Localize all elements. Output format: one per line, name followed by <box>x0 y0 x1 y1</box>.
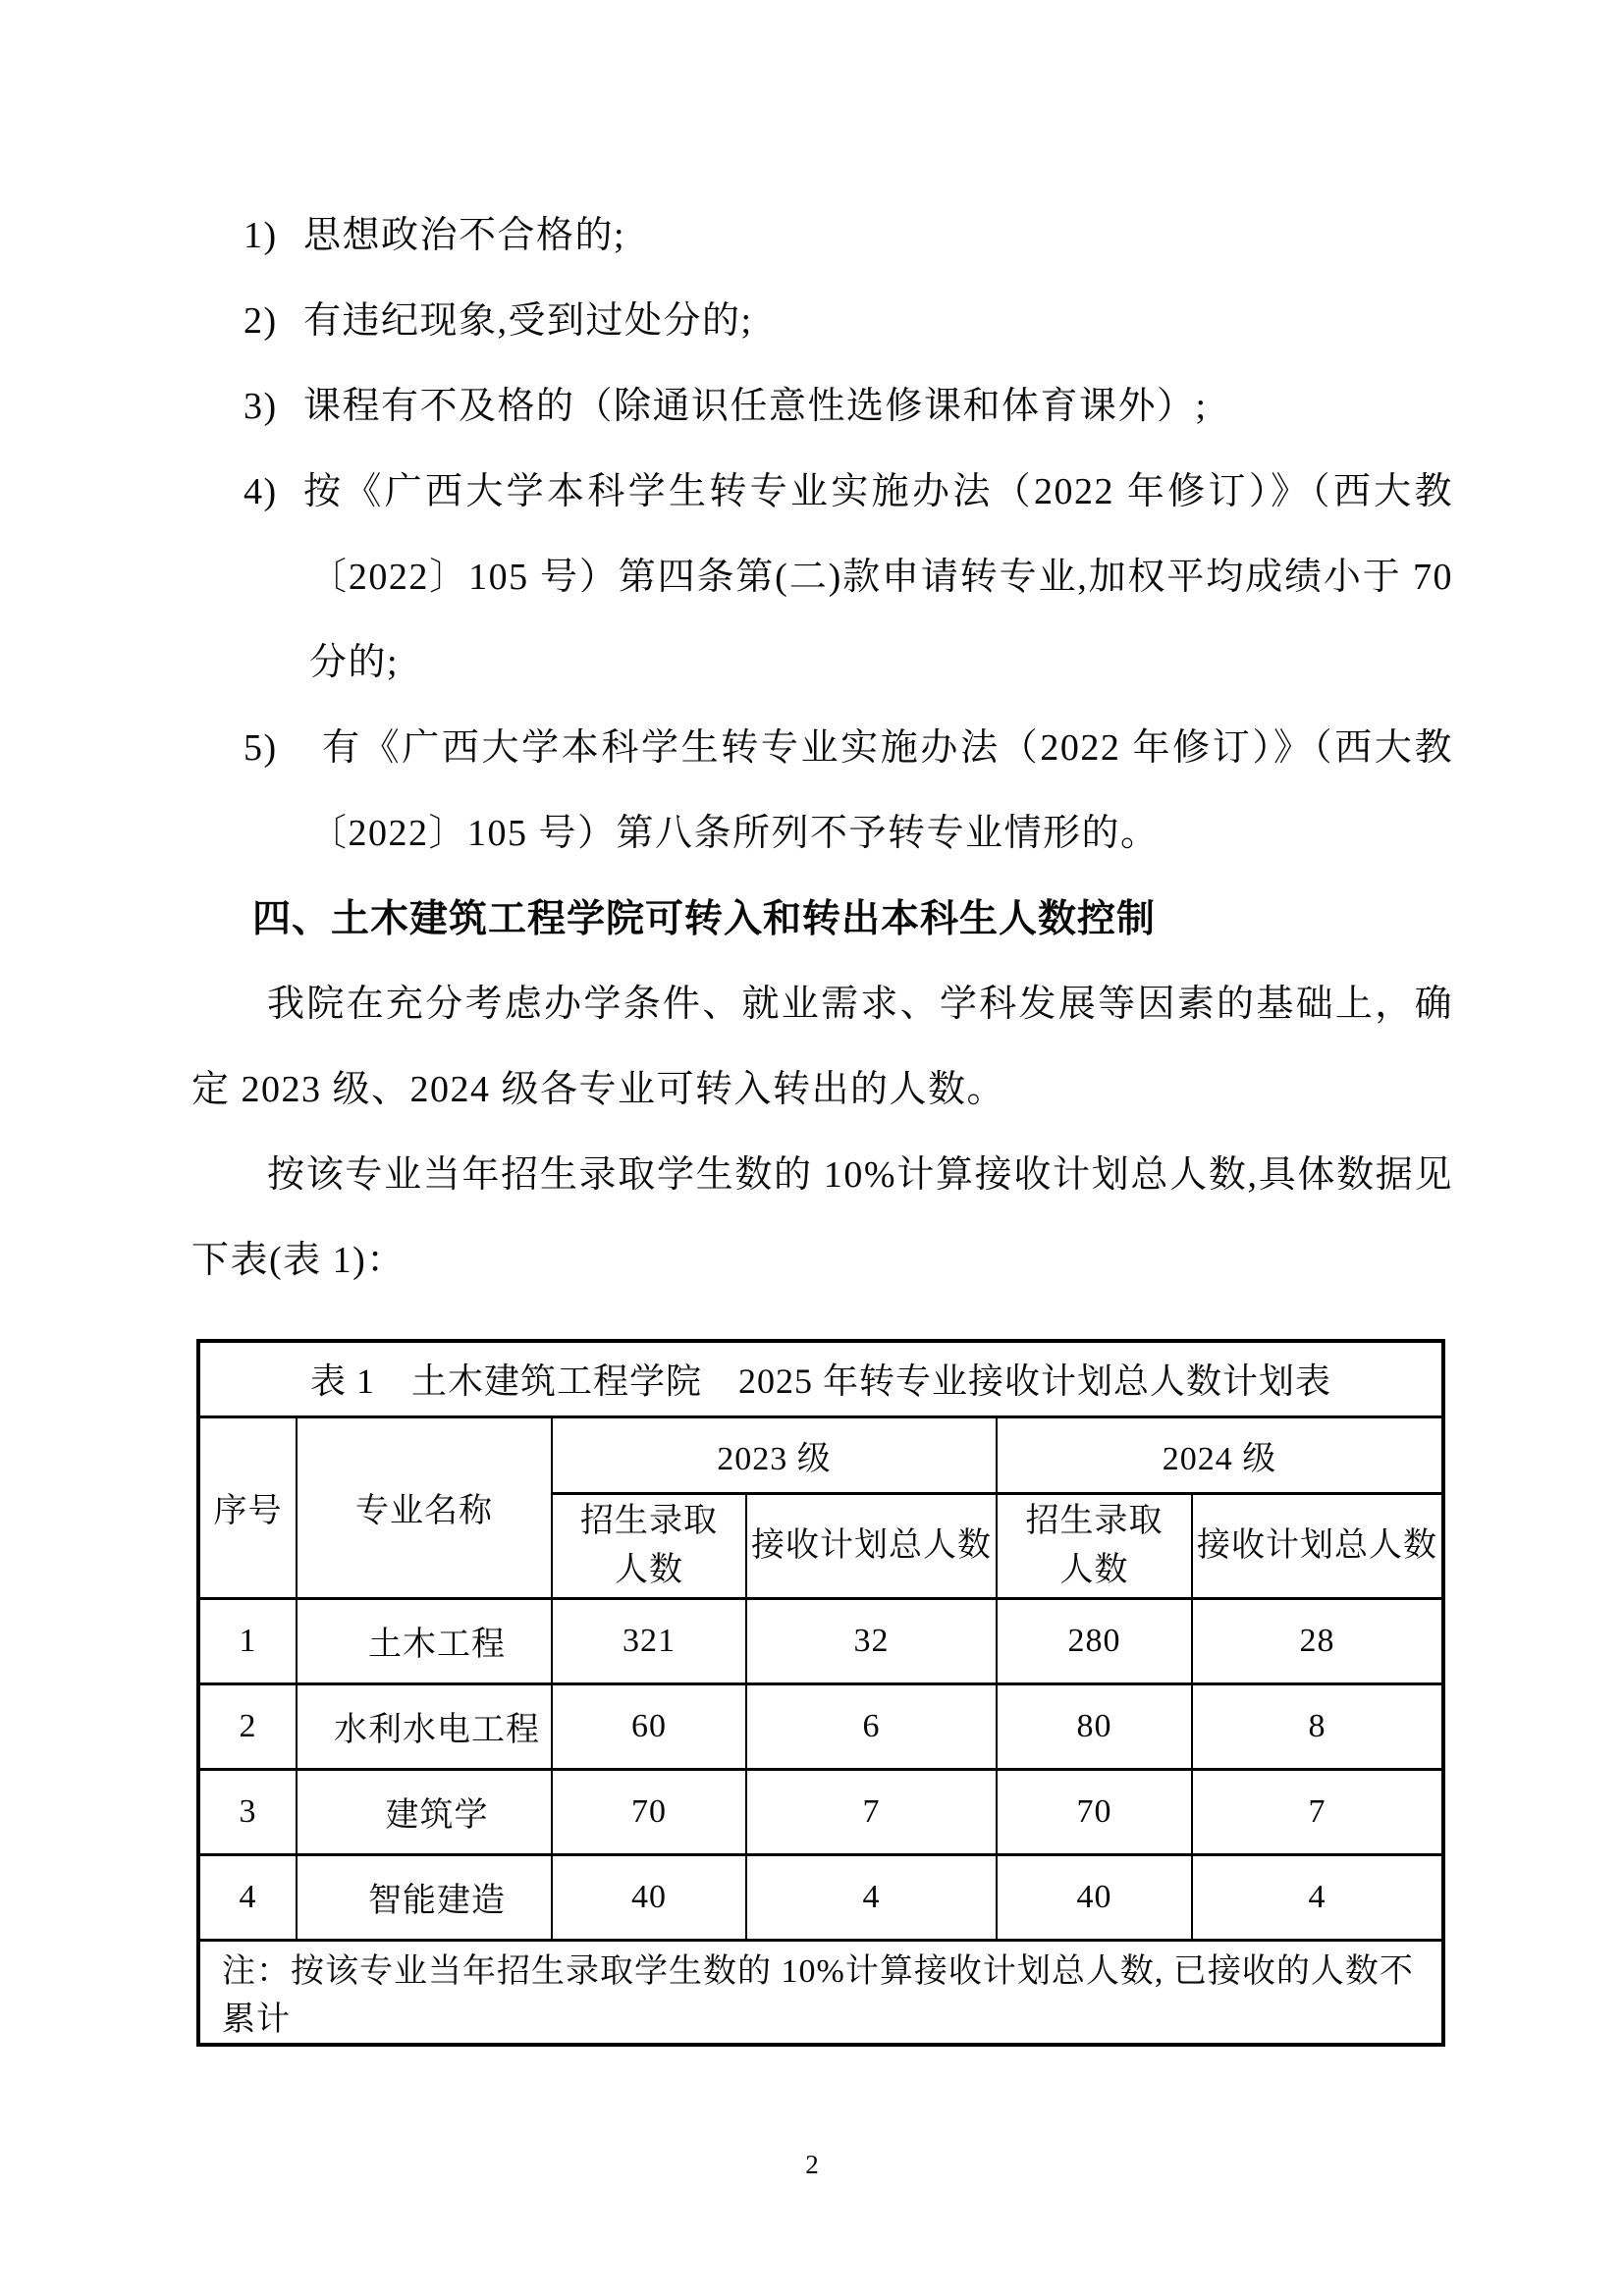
list-item-3 <box>244 364 1453 450</box>
paragraph-2-line-1: 按该专业当年招生录取学生数的 10%计算接收计划总人数,具体数据见 <box>267 1154 1453 1196</box>
transfer-plan-table <box>196 1339 1445 2047</box>
cell-plan-2024: 4 <box>1192 1854 1443 1940</box>
table-row <box>198 1854 1443 1940</box>
cell-major: 水利水电工程 <box>297 1683 552 1769</box>
table-row <box>198 1683 1443 1769</box>
table-row <box>198 1598 1443 1683</box>
list-item-4-cont: 分的; <box>309 642 400 683</box>
cell-no: 4 <box>198 1854 297 1940</box>
document-body <box>191 193 1453 2047</box>
list-marker: 5) <box>244 727 278 769</box>
cell-plan-2023: 32 <box>746 1598 997 1683</box>
header-line: 招生录取 <box>1025 1502 1164 1539</box>
paragraph-1-line-1: 我院在充分考虑办学条件、就业需求、学科发展等因素的基础上，确 <box>267 984 1453 1025</box>
page-number: 2 <box>805 2150 819 2179</box>
list-marker: 4) <box>244 471 278 512</box>
cell-major: 建筑学 <box>297 1769 552 1854</box>
cell-major: 土木工程 <box>297 1598 552 1683</box>
paragraph-1-line-2: 定 2023 级、2024 级各专业可转入转出的人数。 <box>191 1069 1006 1110</box>
header-line: 人数 <box>615 1551 683 1588</box>
list-marker: 1) <box>244 215 278 256</box>
list-item-1 <box>244 193 1453 279</box>
cell-plan-2023: 7 <box>746 1769 997 1854</box>
header-major: 专业名称 <box>297 1416 552 1598</box>
cell-major: 智能建造 <box>297 1854 552 1940</box>
cell-enroll-2023: 321 <box>552 1598 746 1683</box>
cell-enroll-2024: 80 <box>997 1683 1192 1769</box>
cell-plan-2023: 4 <box>746 1854 997 1940</box>
header-index: 序号 <box>198 1416 297 1598</box>
paragraph-2-line-2: 下表(表 1)： <box>191 1240 406 1281</box>
list-item-text: 思想政治不合格的; <box>303 215 626 256</box>
cell-no: 2 <box>198 1683 297 1769</box>
cell-enroll-2024: 70 <box>997 1769 1192 1854</box>
header-line: 招生录取 <box>580 1502 718 1539</box>
list-item-4 <box>244 450 1453 535</box>
list-item-2 <box>244 279 1453 364</box>
table-header-row-grades <box>198 1416 1443 1493</box>
list-item-4-cont: 〔2022〕105 号）第四条第(二)款申请转专业,加权平均成绩小于 70 <box>309 557 1453 598</box>
header-grade-2024: 2024 级 <box>997 1416 1443 1493</box>
list-item-text: 有《广西大学本科学生转专业实施办法（2022 年修订）》（西大教 <box>322 727 1453 769</box>
header-plan-2024: 接收计划总人数 <box>1192 1493 1443 1598</box>
table-title: 表 1 土木建筑工程学院 2025 年转专业接收计划总人数计划表 <box>198 1341 1443 1416</box>
list-item-5-cont: 〔2022〕105 号）第八条所列不予转专业情形的。 <box>309 813 1160 854</box>
list-marker: 2) <box>244 300 278 342</box>
table-title-row <box>198 1341 1443 1416</box>
list-item-5 <box>244 706 1453 791</box>
header-grade-2023: 2023 级 <box>552 1416 997 1493</box>
header-enrolled-2023 <box>552 1493 746 1598</box>
cell-enroll-2024: 40 <box>997 1854 1192 1940</box>
cell-enroll-2023: 40 <box>552 1854 746 1940</box>
cell-no: 3 <box>198 1769 297 1854</box>
list-item-text: 课程有不及格的（除通识任意性选修课和体育课外）; <box>303 386 1208 427</box>
cell-enroll-2023: 70 <box>552 1769 746 1854</box>
cell-plan-2024: 28 <box>1192 1598 1443 1683</box>
header-plan-2023: 接收计划总人数 <box>746 1493 997 1598</box>
header-enrolled-2024 <box>997 1493 1192 1598</box>
table-note: 注：按该专业当年招生录取学生数的 10%计算接收计划总人数, 已接收的人数不累计 <box>198 1940 1443 2045</box>
cell-plan-2024: 8 <box>1192 1683 1443 1769</box>
list-item-text: 有违纪现象,受到过处分的; <box>303 300 753 342</box>
section-heading: 四、土木建筑工程学院可转入和转出本科生人数控制 <box>252 898 1157 940</box>
cell-plan-2024: 7 <box>1192 1769 1443 1854</box>
cell-enroll-2024: 280 <box>997 1598 1192 1683</box>
table-row <box>198 1769 1443 1854</box>
list-item-text: 按《广西大学本科学生转专业实施办法（2022 年修订）》（西大教 <box>303 471 1453 512</box>
cell-no: 1 <box>198 1598 297 1683</box>
header-line: 人数 <box>1059 1551 1129 1588</box>
cell-enroll-2023: 60 <box>552 1683 746 1769</box>
table-note-row <box>198 1940 1443 2045</box>
cell-plan-2023: 6 <box>746 1683 997 1769</box>
list-marker: 3) <box>244 386 278 427</box>
